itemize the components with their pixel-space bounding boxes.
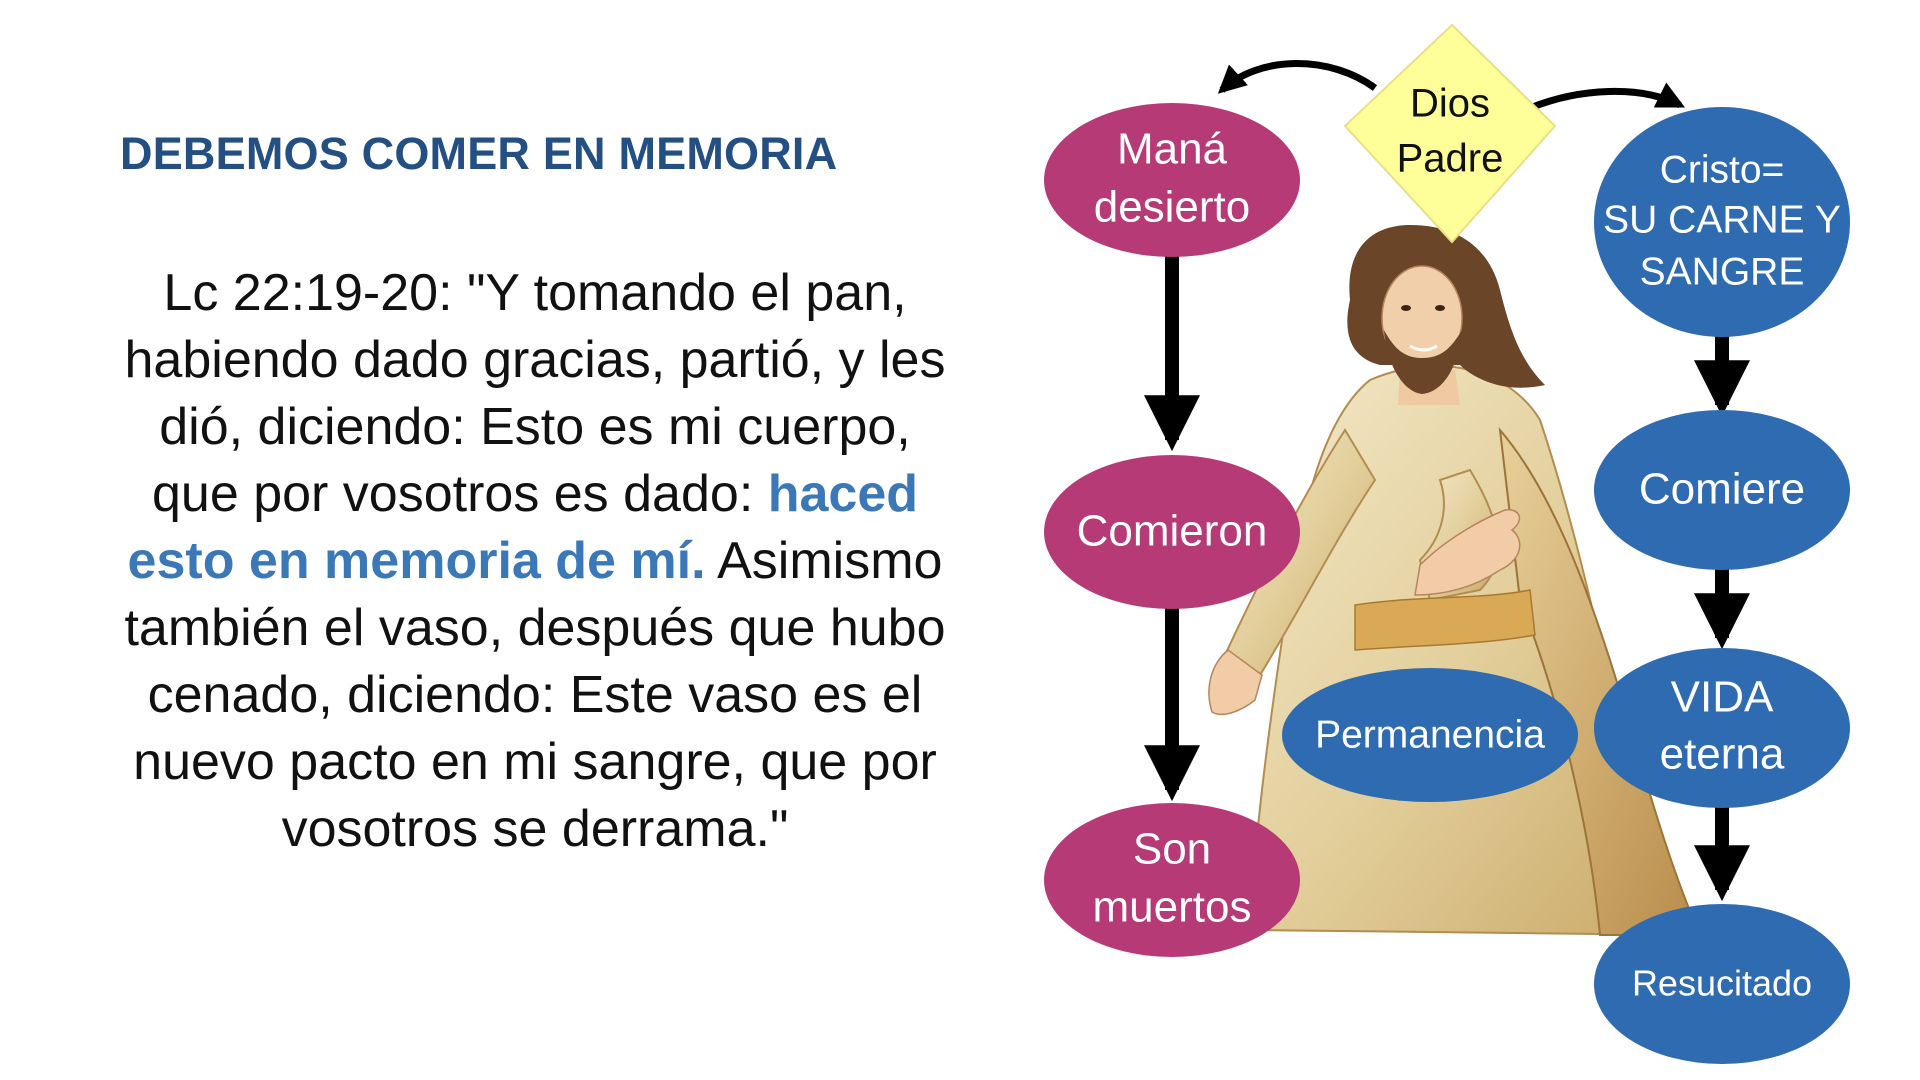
node-son-muertos	[1044, 803, 1300, 957]
node-label: Cristo=	[1659, 148, 1785, 192]
node-permanencia	[1282, 668, 1578, 802]
node-comiere	[1594, 410, 1850, 570]
node-dios-padre	[1345, 25, 1555, 242]
verse-text-part: Asimismo también el vaso, después que hubo cenado, diciendo: Este vaso es el nuevo pacto en mi sangre, que por vosotros se derrama."	[124, 532, 946, 858]
node-label: Permanencia	[1315, 713, 1545, 757]
node-label: Padre	[1396, 136, 1504, 181]
slide-title: DEBEMOS COMER EN MEMORIA	[120, 128, 838, 179]
verse-text-part: Lc 22:19-20: "Y tomando el pan, habiendo dado gracias, partió, y les dió, diciendo: Esto es mi cuerpo, que por vosotros es dado:	[124, 264, 946, 523]
node-mana-desierto	[1044, 103, 1300, 257]
arrow-to-mana	[1222, 63, 1375, 90]
node-label: SU CARNE Y	[1603, 198, 1841, 242]
node-label: Comiere	[1638, 464, 1806, 514]
node-resucitado	[1594, 904, 1850, 1064]
node-label: SANGRE	[1639, 250, 1805, 294]
jesus-figure	[1209, 225, 1700, 935]
node-label: Dios	[1409, 81, 1491, 126]
arrow-to-cristo	[1530, 91, 1680, 108]
node-label: Son	[1132, 824, 1212, 874]
node-comieron	[1044, 455, 1300, 609]
node-label: Comieron	[1076, 506, 1268, 556]
node-label: Resucitado	[1631, 962, 1813, 1004]
verse-highlight: haced esto en memoria de mí.	[127, 465, 919, 590]
node-cristo	[1594, 107, 1850, 337]
node-label: desierto	[1093, 182, 1251, 232]
node-label: muertos	[1092, 882, 1252, 932]
node-label: Maná	[1116, 124, 1228, 174]
node-label: VIDA	[1670, 672, 1774, 722]
node-label: eterna	[1659, 729, 1785, 779]
node-vida-eterna	[1594, 648, 1850, 808]
